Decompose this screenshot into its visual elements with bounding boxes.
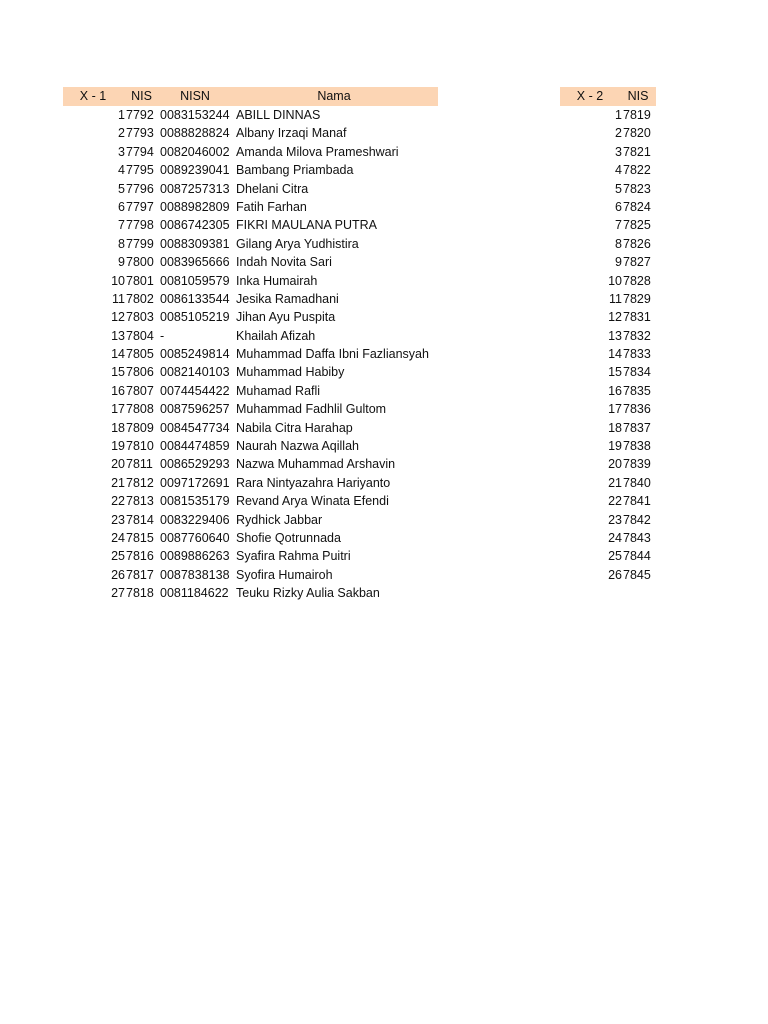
table-row [560,437,656,455]
row-number: 14 [608,347,622,362]
row-nis: 7808 [126,402,154,417]
row-nama: Muhammad Habiby [236,365,345,380]
row-number: 12 [608,310,622,325]
table-row [560,327,656,345]
table-row [560,216,656,234]
row-number: 1 [615,108,622,122]
row-nis: 7804 [126,328,154,343]
table-row [63,437,438,455]
row-nis: 7833 [623,347,651,362]
row-number: 23 [608,512,622,527]
row-nama: Dhelani Citra [236,181,309,196]
row-nis: 7842 [623,512,651,527]
row-number: 18 [111,420,125,435]
row-number: 7 [118,218,125,233]
table-row [560,143,656,161]
row-nisn: 0081059579 [160,273,230,288]
row-nis: 7836 [623,402,651,417]
table-row [560,180,656,198]
row-nis: 7795 [126,163,154,178]
table-row [63,143,438,161]
row-nama: Jesika Ramadhani [236,291,339,306]
row-nama: Nabila Citra Harahap [236,420,353,435]
row-number: 4 [615,163,622,178]
row-nis: 7793 [126,126,154,141]
row-nis: 7844 [623,549,651,564]
table-row [63,382,438,400]
row-number: 21 [608,475,622,490]
row-number: 13 [608,328,622,343]
row-number: 1 [118,108,125,122]
row-number: 24 [608,530,622,545]
class2-header-kelas: X - 2 [576,89,604,103]
row-nama: Muhammad Fadhlil Gultom [236,402,387,417]
row-nis: 7835 [623,383,651,398]
row-nisn: 0087760640 [160,530,230,545]
row-nisn: 0084474859 [160,439,230,454]
row-nis: 7810 [126,439,154,454]
row-nis: 7827 [623,255,651,270]
row-nisn: 0081184622 [160,586,229,601]
row-nama: Rara Nintyazahra Hariyanto [236,475,391,490]
table-row [560,492,656,510]
row-nama: Teuku Rizky Aulia Sakban [236,586,380,601]
table-row [560,290,656,308]
row-number: 21 [111,475,125,490]
class2-table-body [560,106,656,584]
row-nama: ABILL DINNAS [236,108,321,122]
table-row [560,272,656,290]
row-number: 20 [111,457,125,472]
table-row [560,566,656,584]
row-number: 22 [111,494,125,509]
row-nisn: 0097172691 [160,475,230,490]
row-nis: 7802 [126,291,154,306]
row-nis: 7828 [623,273,651,288]
row-nama: Syafira Rahma Puitri [236,549,351,564]
table-row [63,474,438,492]
row-nis: 7807 [126,383,154,398]
row-nisn: 0085105219 [160,310,230,325]
row-number: 12 [111,310,125,325]
row-number: 11 [112,291,125,306]
row-number: 27 [111,586,125,601]
row-nisn: 0082140103 [160,365,230,380]
table-row [560,161,656,179]
row-nisn: 0081535179 [160,494,230,509]
row-nis: 7824 [623,199,651,214]
table-row [560,106,656,124]
row-number: 2 [118,126,125,141]
table-row [63,124,438,142]
row-nama: Syofira Humairoh [236,567,333,582]
row-number: 14 [111,347,125,362]
row-nis: 7799 [126,236,154,251]
table-row [560,400,656,418]
table-row [63,290,438,308]
row-nama: Albany Irzaqi Manaf [236,126,347,141]
table-row [63,198,438,216]
row-number: 4 [118,163,125,178]
row-number: 26 [111,567,125,582]
row-number: 20 [608,457,622,472]
row-nis: 7820 [623,126,651,141]
row-nis: 7809 [126,420,154,435]
table-row [63,511,438,529]
class1-header-nama: Nama [317,89,351,103]
row-nama: Inka Humairah [236,273,318,288]
row-nis: 7832 [623,328,651,343]
row-nis: 7794 [126,144,154,159]
row-number: 6 [615,199,622,214]
table-row [63,308,438,326]
row-nama: Rydhick Jabbar [236,512,323,527]
table-row [63,455,438,473]
table-row [560,345,656,363]
table-row [560,124,656,142]
class2-header [560,87,656,106]
row-number: 9 [615,255,622,270]
row-nisn: 0086529293 [160,457,230,472]
row-nis: 7812 [126,475,154,490]
row-nama: Bambang Priambada [236,163,354,178]
row-nisn: 0083229406 [160,512,230,527]
row-nis: 7792 [126,108,154,122]
row-nama: FIKRI MAULANA PUTRA [236,218,377,233]
row-nis: 7811 [126,457,153,472]
row-nisn: 0085249814 [160,347,230,362]
row-nisn: - [160,328,165,343]
table-row [63,400,438,418]
row-nisn: 0082046002 [160,144,230,159]
table-row [63,566,438,584]
row-number: 2 [615,126,622,141]
row-nis: 7805 [126,347,154,362]
row-nisn: 0086133544 [160,291,230,306]
row-nis: 7803 [126,310,154,325]
table-row [560,253,656,271]
row-number: 5 [615,181,622,196]
row-nis: 7818 [126,586,154,601]
class1-header-kelas: X - 1 [79,89,107,103]
row-nis: 7837 [623,420,651,435]
row-number: 7 [615,218,622,233]
row-nisn: 0089886263 [160,549,230,564]
row-number: 25 [111,549,125,564]
table-row [63,363,438,381]
row-nis: 7815 [126,530,154,545]
table-row [560,382,656,400]
row-nisn: 0087257313 [160,181,230,196]
table-row [63,529,438,547]
row-nis: 7823 [623,181,651,196]
row-nama: Naurah Nazwa Aqillah [236,439,359,454]
row-nis: 7816 [126,549,154,564]
row-number: 13 [111,328,125,343]
row-number: 23 [111,512,125,527]
row-nama: Muhammad Daffa Ibni Fazliansyah [236,347,429,362]
row-nama: Muhamad Rafli [236,383,321,398]
table-row [63,161,438,179]
table-row [63,345,438,363]
row-number: 6 [118,199,125,214]
table-row [560,419,656,437]
table-row [63,419,438,437]
row-nisn: 0083965666 [160,255,230,270]
row-number: 18 [608,420,622,435]
table-row [560,529,656,547]
row-nama: Amanda Milova Prameshwari [236,144,399,159]
row-nama: Jihan Ayu Puspita [236,310,336,325]
row-number: 16 [608,383,622,398]
table-row [63,547,438,565]
row-nama: Khailah Afizah [236,328,316,343]
row-nis: 7819 [623,108,651,122]
row-nis: 7826 [623,236,651,251]
table-row [560,363,656,381]
table-row [560,308,656,326]
row-number: 15 [608,365,622,380]
row-nis: 7800 [126,255,154,270]
row-number: 15 [111,365,125,380]
row-nisn: 0088309381 [160,236,230,251]
row-number: 11 [609,291,622,306]
row-number: 19 [111,439,125,454]
row-nama: Shofie Qotrunnada [236,530,341,545]
row-nis: 7822 [623,163,651,178]
row-nis: 7825 [623,218,651,233]
table-row [63,327,438,345]
row-nama: Fatih Farhan [236,199,307,214]
class1-header-nisn: NISN [180,89,210,103]
row-nis: 7831 [623,310,651,325]
row-nama: Nazwa Muhammad Arshavin [236,457,396,472]
row-nis: 7839 [623,457,651,472]
table-row [63,272,438,290]
row-nis: 7840 [623,475,651,490]
row-nis: 7838 [623,439,651,454]
row-nis: 7798 [126,218,154,233]
row-number: 25 [608,549,622,564]
row-nisn: 0089239041 [160,163,230,178]
class2-header-nis: NIS [627,89,649,103]
table-row [63,492,438,510]
table-row [560,511,656,529]
row-number: 19 [608,439,622,454]
table-row [63,584,438,602]
table-row [63,253,438,271]
row-number: 3 [118,144,125,159]
row-nisn: 0086742305 [160,218,230,233]
row-number: 26 [608,567,622,582]
row-number: 16 [111,383,125,398]
table-row [560,198,656,216]
table-row [63,106,438,124]
row-nis: 7821 [623,144,651,159]
row-number: 8 [118,236,125,251]
table-row [63,235,438,253]
row-number: 24 [111,530,125,545]
row-nis: 7834 [623,365,651,380]
row-nis: 7841 [623,494,651,509]
row-number: 9 [118,255,125,270]
row-nisn: 0084547734 [160,420,230,435]
row-nisn: 0087838138 [160,567,230,582]
table-row [560,474,656,492]
row-number: 22 [608,494,622,509]
row-nis: 7806 [126,365,154,380]
row-nis: 7829 [623,291,651,306]
row-nis: 7814 [126,512,154,527]
row-nama: Gilang Arya Yudhistira [236,236,359,251]
row-nis: 7845 [623,567,651,582]
row-nisn: 0088828824 [160,126,230,141]
table-row [63,216,438,234]
row-nama: Revand Arya Winata Efendi [236,494,389,509]
row-nis: 7797 [126,199,154,214]
class1-header-nis: NIS [131,89,152,103]
row-number: 10 [111,273,125,288]
class1-table-body [63,106,438,603]
row-nisn: 0088982809 [160,199,230,214]
row-number: 5 [118,181,125,196]
row-number: 17 [608,402,622,417]
row-nisn: 0074454422 [160,383,230,398]
row-nis: 7796 [126,181,154,196]
row-number: 10 [608,273,622,288]
table-row [560,455,656,473]
row-nis: 7813 [126,494,154,509]
table-row [560,547,656,565]
table-row [560,235,656,253]
row-number: 8 [615,236,622,251]
row-nisn: 0083153244 [160,108,230,122]
row-nama: Indah Novita Sari [236,255,332,270]
row-number: 3 [615,144,622,159]
row-nis: 7817 [126,567,154,582]
row-nis: 7801 [126,273,154,288]
row-nis: 7843 [623,530,651,545]
row-number: 17 [111,402,125,417]
table-row [63,180,438,198]
class1-header [63,87,438,106]
row-nisn: 0087596257 [160,402,230,417]
